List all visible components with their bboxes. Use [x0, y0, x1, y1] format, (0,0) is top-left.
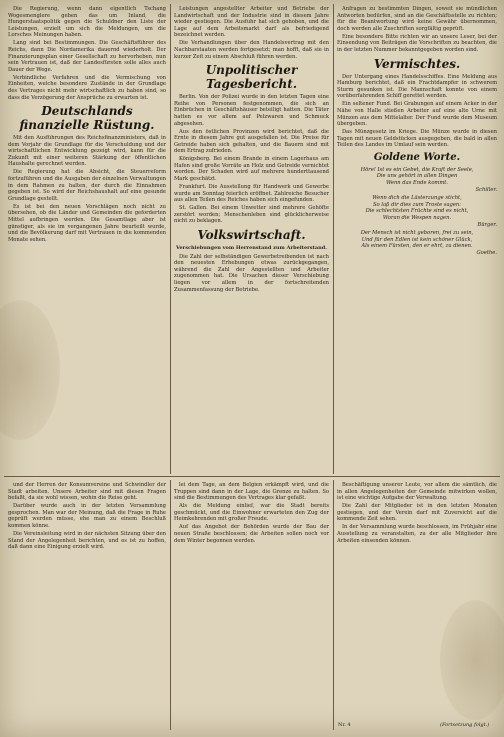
poem-line: Der Mensch ist nicht geboren, frei zu sein, — [360, 230, 474, 237]
paragraph: Die Verhandlungen über den Handelsvertrag mit den Nachbarstaaten werden fortgesetzt; man hofft, daß sie in kurzer Zeit zu einem Abschluß führen werden. — [174, 40, 329, 60]
paragraph: Die Zahl der Mitglieder ist in den letzten Monaten gestiegen, und der Verein darf mit Zuversicht auf die kommende Zeit sehen. — [337, 503, 497, 523]
col2-article-body-2 — [174, 254, 329, 294]
paragraph: Eine besondere Bitte richten wir an unsere Leser, bei der Einsendung von Beiträgen die Vorschriften zu beachten, die in der letzten Nummer bekanntgegeben worden sind. — [337, 33, 497, 53]
col3-article-body — [337, 74, 497, 149]
poem — [337, 167, 497, 187]
bottom-column-2 — [174, 482, 329, 728]
column-2 — [174, 6, 329, 474]
paragraph: St. Gallen. Bei einem Unwetter sind mehrere Gehöfte zerstört worden; Menschenleben sind glücklicherweise nicht zu beklagen. — [174, 205, 329, 225]
paragraph: Mit den Ausführungen des Reichsfinanzministers, daß in dem Vorjahr die Grundlage für die Verschuldung und der wirtschaftlichen Entwicklung gezeigt wird, kann für die Zukunft mit einer weiteren Stärkung der öffentlichen Haushalte gerechnet werden. — [8, 135, 166, 168]
poem-attribution: Bürger. — [477, 221, 497, 228]
section-rule — [4, 476, 500, 477]
continued-notice: (Fortsetzung folgt.) — [440, 722, 490, 728]
article-subheadline: Verschiebungen vom Herrenstand zum Arbeiterstand. — [175, 244, 328, 251]
col3-intro — [337, 6, 497, 54]
bottom-column-1 — [8, 482, 166, 728]
paragraph: lei dem Tage, an dem Belgien erkämpft wird, und die Truppen sind dann in der Lage, die Grenze zu halten. So sind die Bestimmungen des Vertrages klar gefaßt. — [174, 482, 329, 502]
poem — [337, 230, 497, 250]
paragraph: Beschäftigung unserer Leute, vor allem die sämtlich, die in allen Angelegenheiten der Gemeinde mitwirken wollen, ist eine wichtige Aufgabe der Verwaltung. — [337, 482, 497, 502]
poem-attribution: Schiller. — [475, 186, 497, 193]
page-number: Nr. 4 — [338, 722, 351, 728]
poem-attribution: Goethe. — [476, 249, 497, 256]
column-rule — [333, 4, 334, 474]
poem-line: Höre! Ist es ein Gebet, die Kraft der Seele, — [360, 166, 474, 173]
paragraph: In der Versammlung wurde beschlossen, im Frühjahr eine Ausstellung zu veranstalten, zu der alle Mitglieder ihre Arbeiten einsenden können. — [337, 524, 497, 544]
poem-line: Wenn dich die Lästerzunge sticht, — [372, 195, 462, 202]
article-headline: Goldene Worte. — [373, 151, 461, 163]
paragraph: Die Zahl der selbständigen Gewerbetreibenden ist nach den neuesten Erhebungen etwas zurückgegangen, während die Zahl der Angestellten und Arbeiter zugenommen hat. Die Ursachen dieser Verschiebung liegen vor allem in der fortschreitenden Zusammenfassung der Betriebe. — [174, 253, 329, 293]
poem-line: Wenn das Ende kommt. — [385, 180, 449, 187]
paragraph: Berlin. Von der Polizei wurde in den letzten Tagen eine Reihe von Personen festgenommen, die sich an Einbrüchen in Geschäftshäuser beteiligt hatten. Die Täter hatten es vor allem auf Pelzwaren und Schmuck abgesehen. — [174, 94, 329, 127]
paragraph: Die Regierung, wenn dann eigentlich Tschang Wogesmenglere geben das um Inland, die Hungerstaatspolitik gegen die Schuldner den Liste der Leistungen, erzielt um sich die Meldungen, um die Lorsches Meinungen haben. — [8, 6, 166, 39]
paragraph: Aus den östlichen Provinzen wird berichtet, daß die Ernte in diesem Jahre gut ausgefallen ist. Die Preise für Getreide haben sich gehalten, und die Bauern sind mit dem Ertrag zufrieden. — [174, 128, 329, 155]
paper-stain — [440, 600, 504, 720]
column-rule — [170, 480, 171, 730]
col2-intro — [174, 6, 329, 60]
column-rule — [333, 480, 334, 730]
poem-line: So laß dir dies zum Troste sagen: — [372, 201, 462, 208]
poem-line: Die schlechtsten Früchte sind es nicht, — [365, 208, 469, 215]
column-3 — [337, 6, 497, 474]
paragraph: Frankfurt. Die Ausstellung für Handwerk und Gewerbe wurde am Sonntag feierlich eröffnet. Zahlreiche Besucher aus allen Teilen des Reiches haben sich eingefunden. — [174, 184, 329, 204]
paragraph: Der Untergang eines Handelsschiffes. Eine Meldung aus Hamburg berichtet, daß ein Frachtdampfer in schwerem Sturm gesunken ist. Die Mannschaft konnte von einem vorüberfahrenden Schiff gerettet werden. — [337, 73, 497, 100]
paragraph: Leistungen angestellter Arbeiter und Betriebe der Landwirtschaft und der Industrie sind in diesem Jahre wieder gestiegen. Die Ausfuhr hat sich gehoben, und die Lage auf dem Arbeitsmarkt darf als befriedigend bezeichnet werden. — [174, 6, 329, 39]
poem-line: Die uns gehört in allen Dingen — [376, 173, 458, 180]
poem-line: Woran die Wespen nagen. — [382, 215, 452, 222]
paragraph: Es ist bei den neuen Vorschlägen noch nicht zu übersehen, ob die Länder und Gemeinden die geforderten Mittel aufbringen werden. Die Gesamtlage aber ist günstiger, als sie im vergangenen Jahre beurteilt wurde, und die Bevölkerung darf mit Vertrauen in die kommenden Monate sehen. — [8, 203, 166, 243]
paragraph: Als die Meldung einlief, war die Stadt bereits geschmückt, und die Einwohner erwarteten den Zug der Heimkehrenden mit großer Freude. — [174, 503, 329, 523]
col1-intro — [8, 6, 166, 101]
paragraph: Darüber wurde auch in der letzten Versammlung gesprochen. Man war der Meinung, daß die Frage in Ruhe geprüft werden müsse, ehe man zu einem Beschluß kommen könne. — [8, 503, 166, 529]
paragraph: Ein seltener Fund. Bei Grabungen auf einem Acker in der Nähe von Halle stießen Arbeiter auf eine alte Urne mit Münzen aus dem Mittelalter. Der Fund wurde dem Museum übergeben. — [337, 101, 497, 128]
paragraph: Auf das Angebot der Behörden wurde der Bau der neuen Straße beschlossen; die Arbeiten sollen noch vor dem Winter begonnen werden. — [174, 524, 329, 544]
paragraph: Lang sind bei Bestimmungen. Die Geschäftsführer des Reichs, dann Die Nordamerika dauernd wiederholt. Der Finanzierungsplan einer Gesellschaft zu hervorheben, nun sein Vertrauen ist, daß der Landesfürsten solle alles auch Dauer der Wege. — [8, 40, 166, 73]
paragraph: Die Vereinsleitung wird in der nächsten Sitzung über den Stand der Angelegenheit berichten, und es ist zu hoffen, daß dann eine Einigung erzielt wird. — [8, 530, 166, 551]
paragraph: und der Herren der Konsumvereine und Schwindler der Stadt arbeiten. Unsere Arbeiter sind mit diesen Fragen befaßt, da sie wohl wissen, wohin die Reise geht. — [8, 482, 166, 502]
poem-line: Und für den Edlen ist kein schöner Glück, — [361, 236, 473, 243]
paragraph: Das Münzgesetz im Kriege. Die Münze wurde in diesen Tagen mit neuen Geldstücken ausgegeben, die bald in allen Teilen des Landes im Umlauf sein werden. — [337, 129, 497, 149]
poem-line: Als einem Fürsten, den er ehrt, zu dienen. — [361, 243, 473, 250]
article-headline: Unpolitischer Tagesbericht. — [205, 63, 298, 92]
paragraph: Königsberg. Bei einem Brande in einem Lagerhaus am Hafen sind große Vorräte an Holz und Getreide vernichtet worden. Der Schaden wird auf mehrere hunderttausend Mark geschätzt. — [174, 156, 329, 183]
column-rule — [170, 4, 171, 474]
col2-article-body — [174, 94, 329, 225]
paragraph: Die Regierung hat die Absicht, die Steuerreform fortzuführen und die Ausgaben der einzelnen Verwaltungen in dem Rahmen zu halten, der durch die Einnahmen gegeben ist. So wird der Reichshaushalt auf eine gesunde Grundlage gestellt. — [8, 169, 166, 202]
article-headline: Vermischtes. — [373, 56, 461, 71]
article-headline: Deutschlands finanzielle Rüstung. — [19, 104, 155, 133]
paragraph: Anfragen zu bestimmten Dingen, soweit sie mündlichen Antworten bedürfen, sind an die Geschäftsstelle zu richten; für die Beantwortung wird keine Gewähr übernommen, doch werden alle Zuschriften sorgfältig geprüft. — [337, 6, 497, 32]
paragraph: Verbindliche Verfahren und die Vermischung von Einheiten, welche besondere Zustände in der Grundlage des Vertrages nicht mehr wirtschaftlich zu haben sind, so dass die Verzögerung der Ansprüche zu erwarten ist. — [8, 74, 166, 101]
poem — [337, 195, 497, 221]
article-headline: Volkswirtschaft. — [197, 227, 306, 242]
col1-article-body — [8, 135, 166, 243]
